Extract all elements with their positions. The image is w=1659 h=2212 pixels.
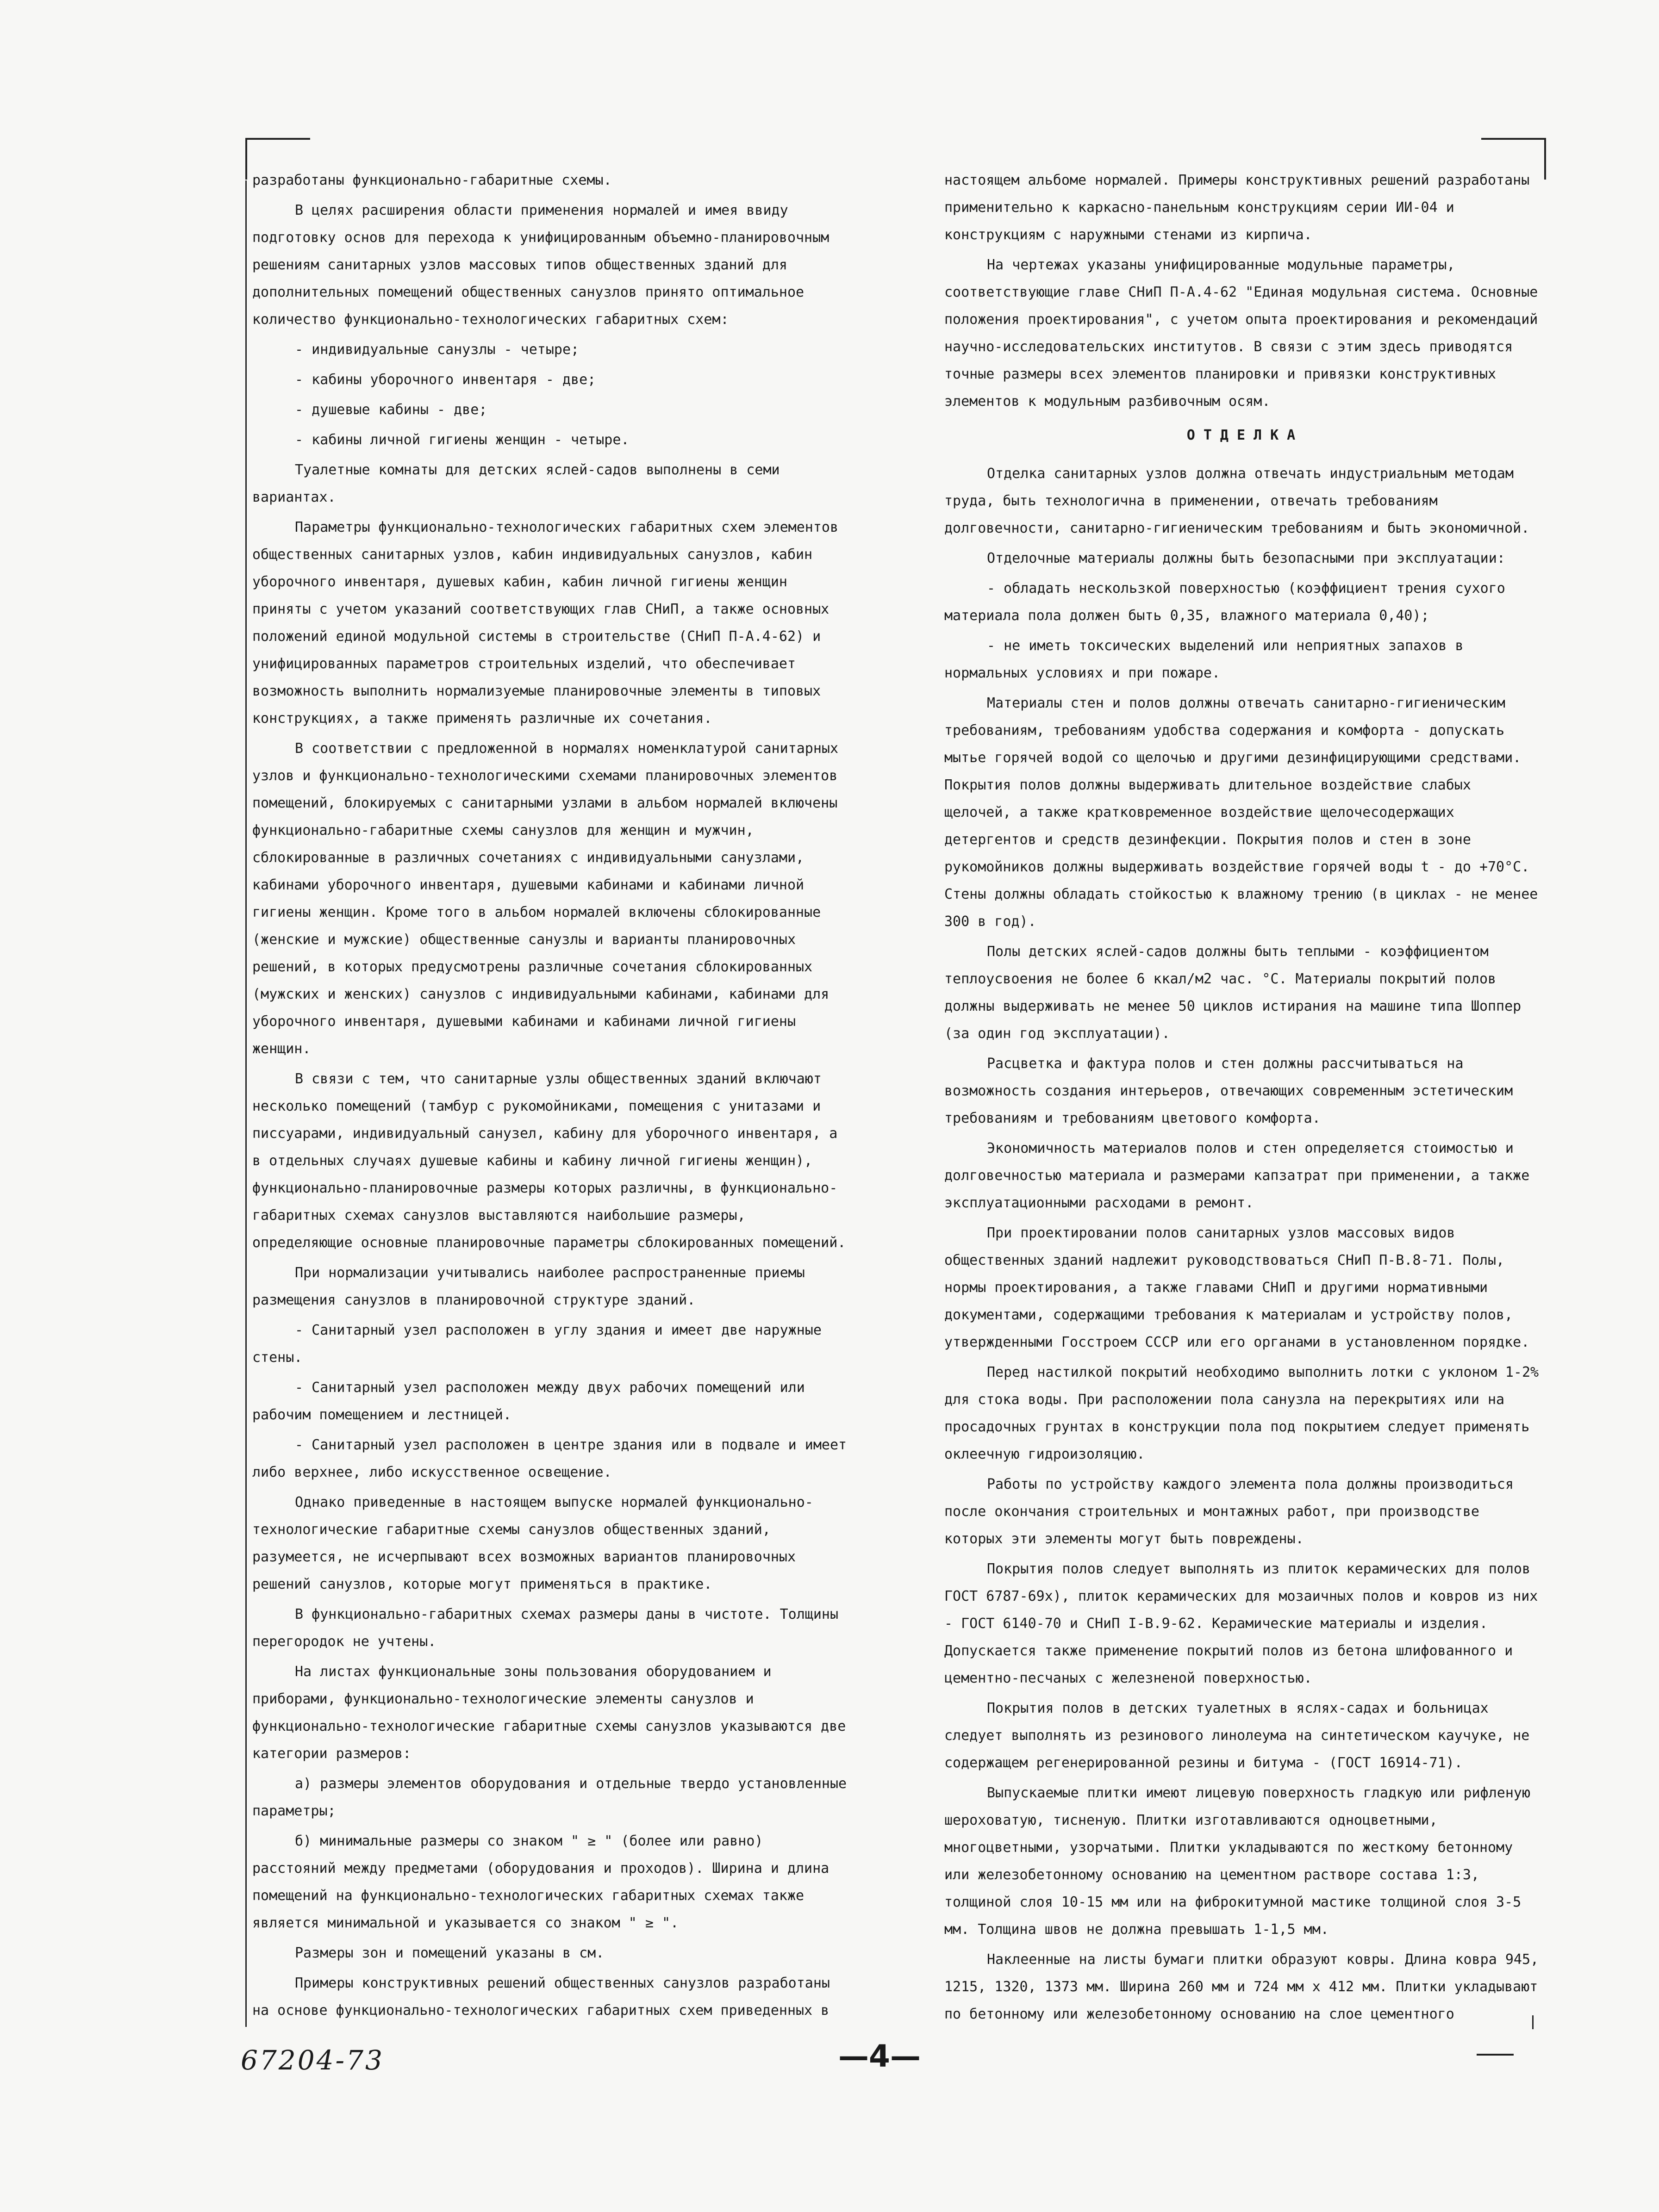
paragraph: - обладать нескользкой поверхностью (коэффициент трения сухого материала пола должен быть 0,35, влажного материала 0,40); <box>944 580 1505 624</box>
paragraph: Перед настилкой покрытий необходимо выполнить лотки с уклоном 1-2% для стока воды. При расположении пола санузла на перекрытиях или на просадочных грунтах в конструкции пола под покрытием следует применять оклеечную гидроизоляцию. <box>944 1364 1539 1462</box>
paragraph: В соответствии с предложенной в нормалях номенклатурой санитарных узлов и функционально-технологическими схемами планировочных элементов помещений, блокируемых с санитарными узлами в альбом нормалей включены функционально-габаритные схемы санузлов для женщин и мужчин, сблокированные в различных сочетаниях с индивидуальными санузлами, кабинами уборочного инвентаря, душевыми кабинами и кабинами личной гигиены женщин. Кроме того в альбом нормалей включены сблокированные (женские и мужские) общественные санузлы и варианты планировочных решений, в которых предусмотрены различные сочетания сблокированных (мужских и женских) санузлов с индивидуальными кабинами, кабинами для уборочного инвентаря, душевыми кабинами и кабинами личной гигиены женщин. <box>252 740 838 1057</box>
paragraph: Экономичность материалов полов и стен определяется стоимостью и долговечностью материала и размерами капзатрат при применении, а также эксплуатационными расходами в ремонт. <box>944 1140 1530 1211</box>
paragraph: При нормализации учитывались наиболее распространенные приемы размещения санузлов в планировочной структуре зданий. <box>252 1265 805 1308</box>
paragraph: В функционально-габаритных схемах размеры даны в чистоте. Толщины перегородок не учтены. <box>252 1606 838 1650</box>
text-column-right <box>944 167 1546 2031</box>
page-number: —4— <box>838 2038 921 2074</box>
paragraph: Отделка санитарных узлов должна отвечать индустриальным методам труда, быть технологична в применении, отвечать требованиям долговечности, санитарно-гигиеническим требованиям и быть экономичной. <box>944 466 1530 536</box>
document-code: 67204-73 <box>241 2044 384 2076</box>
paragraph: - Санитарный узел расположен в центре здания или в подвале и имеет либо верхнее, либо искусственное освещение. <box>252 1437 847 1480</box>
paragraph: Примеры конструктивных решений общественных санузлов разработаны на основе функционально-технологических габаритных схем приведенных в <box>252 1975 830 2019</box>
corner-mark-top-left-h <box>245 138 310 140</box>
paragraph: Работы по устройству каждого элемента пола должны производиться после окончания строительных и монтажных работ, при производстве которых эти элементы могут быть повреждены. <box>944 1476 1514 1547</box>
paragraph: Выпускаемые плитки имеют лицевую поверхность гладкую или рифленую шероховатую, тисненую. Плитки изготавливаются одноцветными, многоцветными, узорчатыми. Плитки укладываются по жесткому бетонному или железобетонному основанию на цементном растворе состава 1:3, толщиной слоя 10-15 мм или на фиброкитумной мастике толщиной слоя 3-5 мм. Толщина швов не должна превышать 1-1,5 мм. <box>944 1785 1530 1938</box>
paragraph: б) минимальные размеры со знаком " ≥ " (более или равно) расстояний между предметами (оборудования и проходов). Ширина и длина помещений на функционально-технологических габаритных схемах также является минимальной и указывается со знаком " ≥ ". <box>252 1833 830 1931</box>
paragraph: Туалетные комнаты для детских яслей-садов выполнены в семи вариантах. <box>252 462 780 505</box>
paragraph: - кабины уборочного инвентаря - две; <box>295 372 596 388</box>
paragraph: Покрытия полов в детских туалетных в яслях-садах и больницах следует выполнять из резинового линолеума на синтетическом каучуке, не содержащем регенерированной резины и битума - (ГОСТ 16914-71). <box>944 1700 1530 1771</box>
paragraph: Однако приведенные в настоящем выпуске нормалей функционально-технологические габаритные схемы санузлов общественных зданий, разумеется, не исчерпывают всех возможных вариантов планировочных решений санузлов, которые могут применяться в практике. <box>252 1494 813 1592</box>
paragraph: Параметры функционально-технологических габаритных схем элементов общественных санитарных узлов, кабин индивидуальных санузлов, кабин уборочного инвентаря, душевых кабин, кабин личной гигиены женщин приняты с учетом указаний соответствующих глав СНиП, а также основных положений единой модульной системы в строительстве (СНиП П-А.4-62) и унифицированных параметров строительных изделий, что обеспечивает возможность выполнить нормализуемые планировочные элементы в типовых конструкциях, а также применять различные их сочетания. <box>252 519 838 727</box>
paragraph: - не иметь токсических выделений или неприятных запахов в нормальных условиях и при пожаре. <box>944 638 1464 681</box>
paragraph: Расцветка и фактура полов и стен должны рассчитываться на возможность создания интерьеров, отвечающих современным эстетическим требованиям и требованиям цветового комфорта. <box>944 1056 1513 1126</box>
paragraph: Материалы стен и полов должны отвечать санитарно-гигиеническим требованиям, требованиям удобства содержания и комфорта - допускать мытье горячей водой со щелочью и другими дезинфицирующими средствами. Покрытия полов должны выдерживать длительное воздействие слабых щелочей, а также кратковременное воздействие щелочесодержащих детергентов и средств дезинфекции. Покрытия полов и стен в зоне рукомойников должны выдерживать воздействие горячей воды t - до +70°С. Стены должны обладать стойкостью к влажному трению (в циклах - не менее 300 в год). <box>944 695 1538 930</box>
paragraph: - душевые кабины - две; <box>295 402 487 418</box>
paragraph: В целях расширения области применения нормалей и имея ввиду подготовку основ для перехода к унифицированным объемно-планировочным решениям санитарных узлов массовых типов общественных зданий для дополнительных помещений общественных санузлов принято оптимальное количество функционально-технологических габаритных схем: <box>252 202 830 328</box>
corner-mark-top-right-h <box>1481 138 1546 140</box>
paragraph: Отделочные материалы должны быть безопасными при эксплуатации: <box>987 550 1505 566</box>
paragraph: разработаны функционально-габаритные схемы. <box>252 172 612 188</box>
bottom-right-dash <box>1477 2054 1514 2056</box>
paragraph: В связи с тем, что санитарные узлы общественных зданий включают несколько помещений (тамбур с рукомойниками, помещения с унитазами и писсуарами, индивидуальный санузел, кабину для уборочного инвентаря, а в отдельных случаях душевые кабины и кабину личной гигиены женщин), функционально-планировочные размеры которых различны, в функционально-габаритных схемах санузлов выставляются наибольшие размеры, определяющие основные планировочные параметры сблокированных помещений. <box>252 1071 846 1251</box>
paragraph: Полы детских яслей-садов должны быть теплыми - коэффициентом теплоусвоения не более 6 ккал/м2 час. °С. Материалы покрытий полов должны выдерживать не менее 50 циклов истирания на машине типа Шоппер (за один год эксплуатации). <box>944 944 1522 1042</box>
paragraph: - индивидуальные санузлы - четыре; <box>295 342 580 358</box>
text-column-left <box>252 167 854 2027</box>
paragraph: - кабины личной гигиены женщин - четыре. <box>295 432 630 448</box>
left-margin-rule <box>245 180 247 2027</box>
paragraph: Покрытия полов следует выполнять из плиток керамических для полов ГОСТ 6787-69х), плиток керамических для мозаичных полов и ковров из них - ГОСТ 6140-70 и СНиП I-В.9-62. Керамические материалы и изделия. Допускается также применение покрытий полов из бетона шлифованного и цементно-песчаных с железненой поверхностью. <box>944 1561 1538 1686</box>
corner-mark-top-left-v <box>245 138 247 180</box>
paragraph: а) размеры элементов оборудования и отдельные твердо установленные параметры; <box>252 1776 847 1819</box>
paragraph: На чертежах указаны унифицированные модульные параметры, соответствующие главе СНиП П-А.4-62 "Единая модульная система. Основные положения проектирования", с учетом опыта проектирования и рекомендаций научно-исследовательских институтов. В связи с этим здесь приводятся точные размеры всех элементов планировки и привязки конструктивных элементов к модульным разбивочным осям. <box>944 257 1538 410</box>
paragraph: Наклеенные на листы бумаги плитки образуют ковры. Длина ковра 945, 1215, 1320, 1373 мм. Ширина 260 мм и 724 мм х 412 мм. Плитки укладывают по бетонному или железобетонному основанию на слое цементного <box>944 1951 1539 2022</box>
paragraph: При проектировании полов санитарных узлов массовых видов общественных зданий надлежит руководствоваться СНиП П-В.8-71. Полы, нормы проектирования, а также главами СНиП и другими нормативными документами, содержащими требования к материалам и устройству полов, утвержденными Госстроем СССР или его органами в установленном порядке. <box>944 1225 1530 1350</box>
paragraph: Размеры зон и помещений указаны в см. <box>295 1945 605 1961</box>
paragraph: - Санитарный узел расположен между двух рабочих помещений или рабочим помещением и лестницей. <box>252 1379 805 1423</box>
section-heading: ОТДЕЛКА <box>1186 427 1304 443</box>
paragraph: - Санитарный узел расположен в углу здания и имеет две наружные стены. <box>252 1322 822 1366</box>
paragraph: На листах функциональные зоны пользования оборудованием и приборами, функционально-технологические элементы санузлов и функционально-технологические габаритные схемы санузлов указываются две категории размеров: <box>252 1664 846 1762</box>
paragraph: настоящем альбоме нормалей. Примеры конструктивных решений разработаны применительно к каркасно-панельным конструкциям серии ИИ-04 и конструкциям с наружными стенами из кирпича. <box>944 172 1530 243</box>
